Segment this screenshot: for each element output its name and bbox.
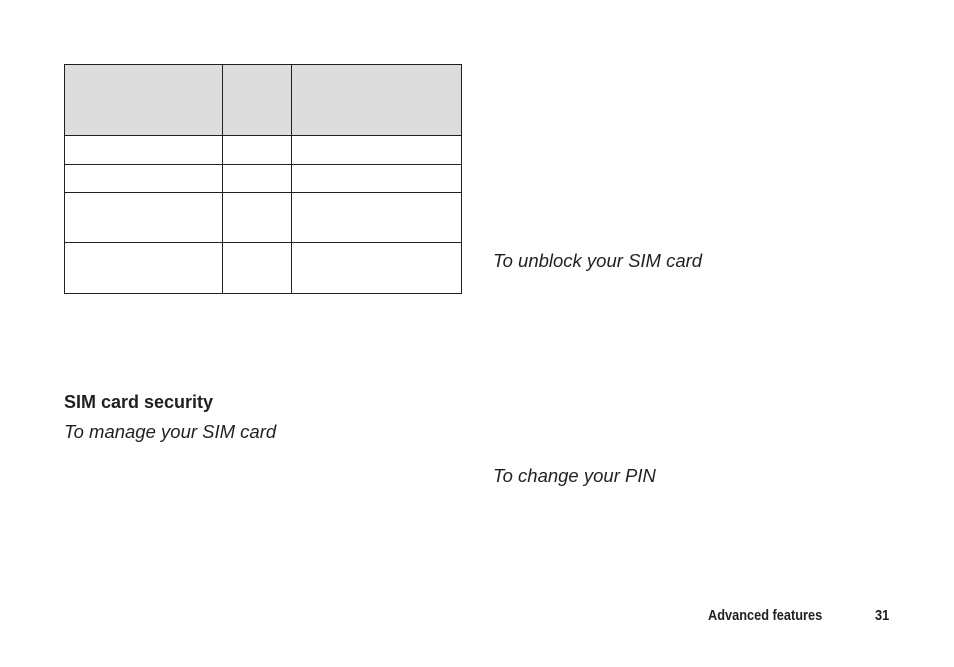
table-header-cell xyxy=(65,65,223,136)
table-header-cell xyxy=(223,65,291,136)
table-cell xyxy=(65,136,223,165)
table-cell xyxy=(223,193,291,243)
unblock-sim-subheading: To unblock your SIM card xyxy=(493,250,703,271)
table-cell xyxy=(291,193,461,243)
table-header-row xyxy=(65,65,462,136)
table-cell xyxy=(65,165,223,193)
table-cell xyxy=(291,243,461,294)
footer-section-name: Advanced features xyxy=(708,608,823,624)
table-cell xyxy=(291,165,461,193)
info-table xyxy=(64,64,462,294)
table-header-cell xyxy=(291,65,461,136)
table-cell xyxy=(65,193,223,243)
footer-page-number: 31 xyxy=(875,608,890,624)
manage-sim-subheading: To manage your SIM card xyxy=(64,421,277,442)
section-heading: SIM card security xyxy=(64,392,214,412)
table-cell xyxy=(65,243,223,294)
table-cell xyxy=(223,243,291,294)
table-row xyxy=(65,136,462,165)
table-row xyxy=(65,193,462,243)
table-row xyxy=(65,165,462,193)
table-cell xyxy=(223,136,291,165)
table-cell xyxy=(291,136,461,165)
table-row xyxy=(65,243,462,294)
change-pin-subheading: To change your PIN xyxy=(493,465,656,486)
table-cell xyxy=(223,165,291,193)
